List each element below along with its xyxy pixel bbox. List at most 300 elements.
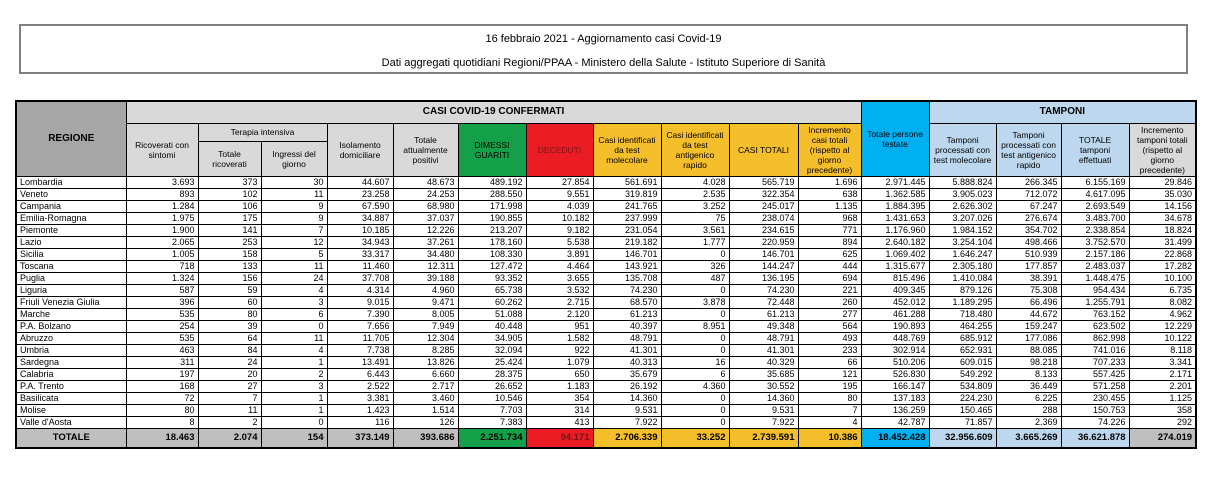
value-cell: 8.133 xyxy=(996,368,1061,380)
value-cell: 75 xyxy=(661,212,729,224)
value-cell: 4.314 xyxy=(327,284,393,296)
value-cell: 60.262 xyxy=(458,296,526,308)
value-cell: 121 xyxy=(798,368,861,380)
value-cell: 0 xyxy=(661,332,729,344)
value-cell: 44.607 xyxy=(327,176,393,188)
table-row xyxy=(16,260,1196,272)
table-row xyxy=(16,368,1196,380)
value-cell: 34.678 xyxy=(1129,212,1196,224)
value-cell: 177.857 xyxy=(996,260,1061,272)
value-cell: 623.502 xyxy=(1061,320,1129,332)
value-cell: 3.254.104 xyxy=(929,236,996,248)
value-cell: 238.074 xyxy=(729,212,798,224)
value-cell: 26.652 xyxy=(458,380,526,392)
value-cell: 1.176.960 xyxy=(861,224,929,236)
value-cell: 34.480 xyxy=(393,248,458,260)
value-cell: 1.514 xyxy=(393,404,458,416)
value-cell: 25.424 xyxy=(458,356,526,368)
value-cell: 158 xyxy=(198,248,261,260)
region-name: Piemonte xyxy=(16,224,126,236)
value-cell: 650 xyxy=(526,368,593,380)
value-cell: 396 xyxy=(126,296,198,308)
value-cell: 8.082 xyxy=(1129,296,1196,308)
value-cell: 93.352 xyxy=(458,272,526,284)
total-label: TOTALE xyxy=(16,428,126,448)
value-cell: 535 xyxy=(126,308,198,320)
value-cell: 197 xyxy=(126,368,198,380)
value-cell: 35.685 xyxy=(729,368,798,380)
region-name: Lazio xyxy=(16,236,126,248)
value-cell: 3.207.026 xyxy=(929,212,996,224)
value-cell: 7.949 xyxy=(393,320,458,332)
total-value-cell: 32.956.609 xyxy=(929,428,996,448)
value-cell: 61.213 xyxy=(729,308,798,320)
value-cell: 213.207 xyxy=(458,224,526,236)
value-cell: 8 xyxy=(126,416,198,428)
value-cell: 177.086 xyxy=(996,332,1061,344)
value-cell: 815.496 xyxy=(861,272,929,284)
value-cell: 127.472 xyxy=(458,260,526,272)
value-cell: 48.791 xyxy=(593,332,661,344)
value-cell: 409.345 xyxy=(861,284,929,296)
value-cell: 3.532 xyxy=(526,284,593,296)
value-cell: 3.655 xyxy=(526,272,593,284)
value-cell: 549.292 xyxy=(929,368,996,380)
total-value-cell: 274.019 xyxy=(1129,428,1196,448)
value-cell: 922 xyxy=(526,344,593,356)
value-cell: 48.673 xyxy=(393,176,458,188)
value-cell: 7.922 xyxy=(593,416,661,428)
value-cell: 5.888.824 xyxy=(929,176,996,188)
value-cell: 694 xyxy=(798,272,861,284)
region-name: Umbria xyxy=(16,344,126,356)
value-cell: 40.448 xyxy=(458,320,526,332)
value-cell: 587 xyxy=(126,284,198,296)
value-cell: 2.201 xyxy=(1129,380,1196,392)
header-deceduti: DECEDUTI xyxy=(526,123,593,176)
value-cell: 638 xyxy=(798,188,861,200)
header-incremento-casi: Incremento casi totali (rispetto al giorno precedente) xyxy=(798,123,861,176)
total-value-cell: 393.686 xyxy=(393,428,458,448)
value-cell: 106 xyxy=(198,200,261,212)
value-cell: 241.765 xyxy=(593,200,661,212)
value-cell: 8.118 xyxy=(1129,344,1196,356)
value-cell: 11 xyxy=(261,260,327,272)
region-name: Marche xyxy=(16,308,126,320)
value-cell: 136.195 xyxy=(729,272,798,284)
value-cell: 10.122 xyxy=(1129,332,1196,344)
value-cell: 718 xyxy=(126,260,198,272)
value-cell: 88.085 xyxy=(996,344,1061,356)
total-value-cell: 18.463 xyxy=(126,428,198,448)
value-cell: 4 xyxy=(261,344,327,356)
value-cell: 319.819 xyxy=(593,188,661,200)
value-cell: 126 xyxy=(393,416,458,428)
value-cell: 16 xyxy=(661,356,729,368)
value-cell: 72.448 xyxy=(729,296,798,308)
value-cell: 237.999 xyxy=(593,212,661,224)
value-cell: 0 xyxy=(661,344,729,356)
value-cell: 40.313 xyxy=(593,356,661,368)
value-cell: 71.857 xyxy=(929,416,996,428)
value-cell: 7.390 xyxy=(327,308,393,320)
value-cell: 2.157.186 xyxy=(1061,248,1129,260)
value-cell: 166.147 xyxy=(861,380,929,392)
value-cell: 9.015 xyxy=(327,296,393,308)
value-cell: 34.887 xyxy=(327,212,393,224)
value-cell: 28.375 xyxy=(458,368,526,380)
value-cell: 41.301 xyxy=(729,344,798,356)
value-cell: 1.125 xyxy=(1129,392,1196,404)
header-incremento-tamponi: Incremento tamponi totali (rispetto al giorno precedente) xyxy=(1129,123,1196,176)
value-cell: 5.538 xyxy=(526,236,593,248)
value-cell: 178.160 xyxy=(458,236,526,248)
value-cell: 464.255 xyxy=(929,320,996,332)
total-value-cell: 2.074 xyxy=(198,428,261,448)
value-cell: 7.703 xyxy=(458,404,526,416)
value-cell: 133 xyxy=(198,260,261,272)
value-cell: 4.617.095 xyxy=(1061,188,1129,200)
value-cell: 7 xyxy=(198,392,261,404)
value-cell: 190.893 xyxy=(861,320,929,332)
value-cell: 9.531 xyxy=(593,404,661,416)
table-row xyxy=(16,212,1196,224)
value-cell: 72 xyxy=(126,392,198,404)
total-value-cell: 3.665.269 xyxy=(996,428,1061,448)
value-cell: 707.233 xyxy=(1061,356,1129,368)
value-cell: 11 xyxy=(198,404,261,416)
value-cell: 61.213 xyxy=(593,308,661,320)
value-cell: 13.826 xyxy=(393,356,458,368)
region-name: Basilicata xyxy=(16,392,126,404)
value-cell: 40.397 xyxy=(593,320,661,332)
header-ingressi-del-giorno: Ingressi del giorno xyxy=(261,141,327,176)
value-cell: 29.846 xyxy=(1129,176,1196,188)
value-cell: 354 xyxy=(526,392,593,404)
header-totale-attualmente-positivi: Totale attualmente positivi xyxy=(393,123,458,176)
value-cell: 39.188 xyxy=(393,272,458,284)
value-cell: 7.738 xyxy=(327,344,393,356)
value-cell: 2.626.302 xyxy=(929,200,996,212)
table-row xyxy=(16,404,1196,416)
value-cell: 288 xyxy=(996,404,1061,416)
value-cell: 150.465 xyxy=(929,404,996,416)
value-cell: 22.868 xyxy=(1129,248,1196,260)
value-cell: 41.301 xyxy=(593,344,661,356)
value-cell: 10.546 xyxy=(458,392,526,404)
value-cell: 253 xyxy=(198,236,261,248)
value-cell: 34.905 xyxy=(458,332,526,344)
value-cell: 2.971.445 xyxy=(861,176,929,188)
value-cell: 7.656 xyxy=(327,320,393,332)
value-cell: 12.226 xyxy=(393,224,458,236)
value-cell: 39 xyxy=(198,320,261,332)
value-cell: 35.030 xyxy=(1129,188,1196,200)
value-cell: 1.324 xyxy=(126,272,198,284)
value-cell: 288.550 xyxy=(458,188,526,200)
value-cell: 1.984.152 xyxy=(929,224,996,236)
value-cell: 8.951 xyxy=(661,320,729,332)
header-totale-tamponi: TOTALE tamponi effettuati xyxy=(1061,123,1129,176)
value-cell: 557.425 xyxy=(1061,368,1129,380)
value-cell: 3.483.700 xyxy=(1061,212,1129,224)
title-box xyxy=(19,24,1188,74)
value-cell: 190.855 xyxy=(458,212,526,224)
table-header xyxy=(16,101,1196,176)
value-cell: 260 xyxy=(798,296,861,308)
value-cell: 48.791 xyxy=(729,332,798,344)
total-value-cell: 2.706.339 xyxy=(593,428,661,448)
value-cell: 311 xyxy=(126,356,198,368)
value-cell: 27.854 xyxy=(526,176,593,188)
value-cell: 141 xyxy=(198,224,261,236)
table-row xyxy=(16,224,1196,236)
value-cell: 159.247 xyxy=(996,320,1061,332)
value-cell: 219.182 xyxy=(593,236,661,248)
value-cell: 461.288 xyxy=(861,308,929,320)
value-cell: 10.182 xyxy=(526,212,593,224)
value-cell: 24 xyxy=(261,272,327,284)
header-regione: REGIONE xyxy=(16,101,126,176)
value-cell: 7 xyxy=(798,404,861,416)
value-cell: 771 xyxy=(798,224,861,236)
value-cell: 27 xyxy=(198,380,261,392)
value-cell: 150.753 xyxy=(1061,404,1129,416)
value-cell: 712.072 xyxy=(996,188,1061,200)
value-cell: 302.914 xyxy=(861,344,929,356)
table-row xyxy=(16,392,1196,404)
value-cell: 24.253 xyxy=(393,188,458,200)
value-cell: 37.037 xyxy=(393,212,458,224)
value-cell: 277 xyxy=(798,308,861,320)
value-cell: 0 xyxy=(661,416,729,428)
value-cell: 3.341 xyxy=(1129,356,1196,368)
value-cell: 2.483.037 xyxy=(1061,260,1129,272)
region-name: Liguria xyxy=(16,284,126,296)
value-cell: 156 xyxy=(198,272,261,284)
value-cell: 35.679 xyxy=(593,368,661,380)
value-cell: 718.480 xyxy=(929,308,996,320)
value-cell: 1.884.395 xyxy=(861,200,929,212)
value-cell: 565.719 xyxy=(729,176,798,188)
value-cell: 195 xyxy=(798,380,861,392)
value-cell: 3.891 xyxy=(526,248,593,260)
table-row xyxy=(16,320,1196,332)
value-cell: 66.496 xyxy=(996,296,1061,308)
value-cell: 322.354 xyxy=(729,188,798,200)
value-cell: 4.039 xyxy=(526,200,593,212)
header-casi-totali: CASI TOTALI xyxy=(729,123,798,176)
value-cell: 1.646.247 xyxy=(929,248,996,260)
header-tamponi-antigenico: Tamponi processati con test antigenico rapido xyxy=(996,123,1061,176)
value-cell: 34.943 xyxy=(327,236,393,248)
value-cell: 1.183 xyxy=(526,380,593,392)
table-row xyxy=(16,416,1196,428)
value-cell: 276.674 xyxy=(996,212,1061,224)
value-cell: 84 xyxy=(198,344,261,356)
value-cell: 11 xyxy=(261,332,327,344)
header-casi-test-molecolare: Casi identificati da test molecolare xyxy=(593,123,661,176)
region-name: Sardegna xyxy=(16,356,126,368)
value-cell: 14.360 xyxy=(729,392,798,404)
region-name: Abruzzo xyxy=(16,332,126,344)
value-cell: 1.448.475 xyxy=(1061,272,1129,284)
value-cell: 1.582 xyxy=(526,332,593,344)
region-name: Sicilia xyxy=(16,248,126,260)
value-cell: 3 xyxy=(261,380,327,392)
value-cell: 2.171 xyxy=(1129,368,1196,380)
value-cell: 3 xyxy=(261,296,327,308)
value-cell: 6.155.169 xyxy=(1061,176,1129,188)
value-cell: 326 xyxy=(661,260,729,272)
value-cell: 2.522 xyxy=(327,380,393,392)
value-cell: 1.315.677 xyxy=(861,260,929,272)
value-cell: 1.255.791 xyxy=(1061,296,1129,308)
value-cell: 14.360 xyxy=(593,392,661,404)
covid-data-table xyxy=(15,100,1197,449)
value-cell: 6.225 xyxy=(996,392,1061,404)
value-cell: 254 xyxy=(126,320,198,332)
region-name: Toscana xyxy=(16,260,126,272)
value-cell: 1.284 xyxy=(126,200,198,212)
table-row xyxy=(16,296,1196,308)
value-cell: 2.640.182 xyxy=(861,236,929,248)
value-cell: 0 xyxy=(661,248,729,260)
value-cell: 30 xyxy=(261,176,327,188)
value-cell: 74.226 xyxy=(1061,416,1129,428)
value-cell: 13.491 xyxy=(327,356,393,368)
table-row xyxy=(16,308,1196,320)
value-cell: 18.824 xyxy=(1129,224,1196,236)
value-cell: 2.693.549 xyxy=(1061,200,1129,212)
table-row xyxy=(16,284,1196,296)
value-cell: 292 xyxy=(1129,416,1196,428)
value-cell: 143.921 xyxy=(593,260,661,272)
value-cell: 221 xyxy=(798,284,861,296)
value-cell: 685.912 xyxy=(929,332,996,344)
value-cell: 9.531 xyxy=(729,404,798,416)
value-cell: 1.005 xyxy=(126,248,198,260)
region-name: P.A. Bolzano xyxy=(16,320,126,332)
header-totale-ricoverati: Totale ricoverati xyxy=(198,141,261,176)
value-cell: 561.691 xyxy=(593,176,661,188)
value-cell: 2.717 xyxy=(393,380,458,392)
value-cell: 146.701 xyxy=(593,248,661,260)
value-cell: 80 xyxy=(126,404,198,416)
region-name: Emilia-Romagna xyxy=(16,212,126,224)
value-cell: 9.551 xyxy=(526,188,593,200)
value-cell: 2.715 xyxy=(526,296,593,308)
value-cell: 74.230 xyxy=(593,284,661,296)
header-totale-persone-testate: Totale persone testate xyxy=(861,101,929,176)
value-cell: 1.079 xyxy=(526,356,593,368)
value-cell: 0 xyxy=(661,284,729,296)
table-row xyxy=(16,344,1196,356)
value-cell: 6 xyxy=(661,368,729,380)
value-cell: 75.308 xyxy=(996,284,1061,296)
header-band-tamponi: TAMPONI xyxy=(929,101,1196,123)
value-cell: 625 xyxy=(798,248,861,260)
value-cell: 40.329 xyxy=(729,356,798,368)
value-cell: 98.218 xyxy=(996,356,1061,368)
region-name: Lombardia xyxy=(16,176,126,188)
region-name: Puglia xyxy=(16,272,126,284)
value-cell: 5 xyxy=(261,248,327,260)
total-value-cell: 18.452.428 xyxy=(861,428,929,448)
value-cell: 4.960 xyxy=(393,284,458,296)
value-cell: 9.471 xyxy=(393,296,458,308)
value-cell: 64 xyxy=(198,332,261,344)
value-cell: 373 xyxy=(198,176,261,188)
value-cell: 8.285 xyxy=(393,344,458,356)
value-cell: 564 xyxy=(798,320,861,332)
total-value-cell: 33.252 xyxy=(661,428,729,448)
value-cell: 3.905.023 xyxy=(929,188,996,200)
value-cell: 3.752.570 xyxy=(1061,236,1129,248)
value-cell: 2.338.854 xyxy=(1061,224,1129,236)
value-cell: 116 xyxy=(327,416,393,428)
value-cell: 1 xyxy=(261,404,327,416)
value-cell: 146.701 xyxy=(729,248,798,260)
value-cell: 168 xyxy=(126,380,198,392)
table-row xyxy=(16,272,1196,284)
value-cell: 7.922 xyxy=(729,416,798,428)
value-cell: 0 xyxy=(661,308,729,320)
value-cell: 571.258 xyxy=(1061,380,1129,392)
value-cell: 1.423 xyxy=(327,404,393,416)
value-cell: 1.189.295 xyxy=(929,296,996,308)
header-band-casi-confermati: CASI COVID-19 CONFERMATI xyxy=(126,101,861,123)
value-cell: 137.183 xyxy=(861,392,929,404)
value-cell: 4.028 xyxy=(661,176,729,188)
region-name: P.A. Trento xyxy=(16,380,126,392)
value-cell: 0 xyxy=(661,392,729,404)
value-cell: 8.005 xyxy=(393,308,458,320)
value-cell: 0 xyxy=(661,404,729,416)
value-cell: 968 xyxy=(798,212,861,224)
value-cell: 0 xyxy=(261,320,327,332)
value-cell: 358 xyxy=(1129,404,1196,416)
value-cell: 1.362.585 xyxy=(861,188,929,200)
value-cell: 3.460 xyxy=(393,392,458,404)
header-tamponi-molecolare: Tamponi processati con test molecolare xyxy=(929,123,996,176)
total-row xyxy=(16,428,1196,448)
value-cell: 1.777 xyxy=(661,236,729,248)
value-cell: 535 xyxy=(126,332,198,344)
value-cell: 6.735 xyxy=(1129,284,1196,296)
value-cell: 23.258 xyxy=(327,188,393,200)
value-cell: 266.345 xyxy=(996,176,1061,188)
value-cell: 171.998 xyxy=(458,200,526,212)
table-row xyxy=(16,236,1196,248)
value-cell: 954.434 xyxy=(1061,284,1129,296)
value-cell: 59 xyxy=(198,284,261,296)
value-cell: 10.100 xyxy=(1129,272,1196,284)
value-cell: 136.259 xyxy=(861,404,929,416)
value-cell: 1 xyxy=(261,356,327,368)
value-cell: 4.360 xyxy=(661,380,729,392)
value-cell: 17.282 xyxy=(1129,260,1196,272)
total-value-cell: 2.251.734 xyxy=(458,428,526,448)
value-cell: 3.561 xyxy=(661,224,729,236)
value-cell: 9.182 xyxy=(526,224,593,236)
value-cell: 894 xyxy=(798,236,861,248)
value-cell: 463 xyxy=(126,344,198,356)
value-cell: 1.900 xyxy=(126,224,198,236)
table-row xyxy=(16,248,1196,260)
value-cell: 1.069.402 xyxy=(861,248,929,260)
value-cell: 413 xyxy=(526,416,593,428)
